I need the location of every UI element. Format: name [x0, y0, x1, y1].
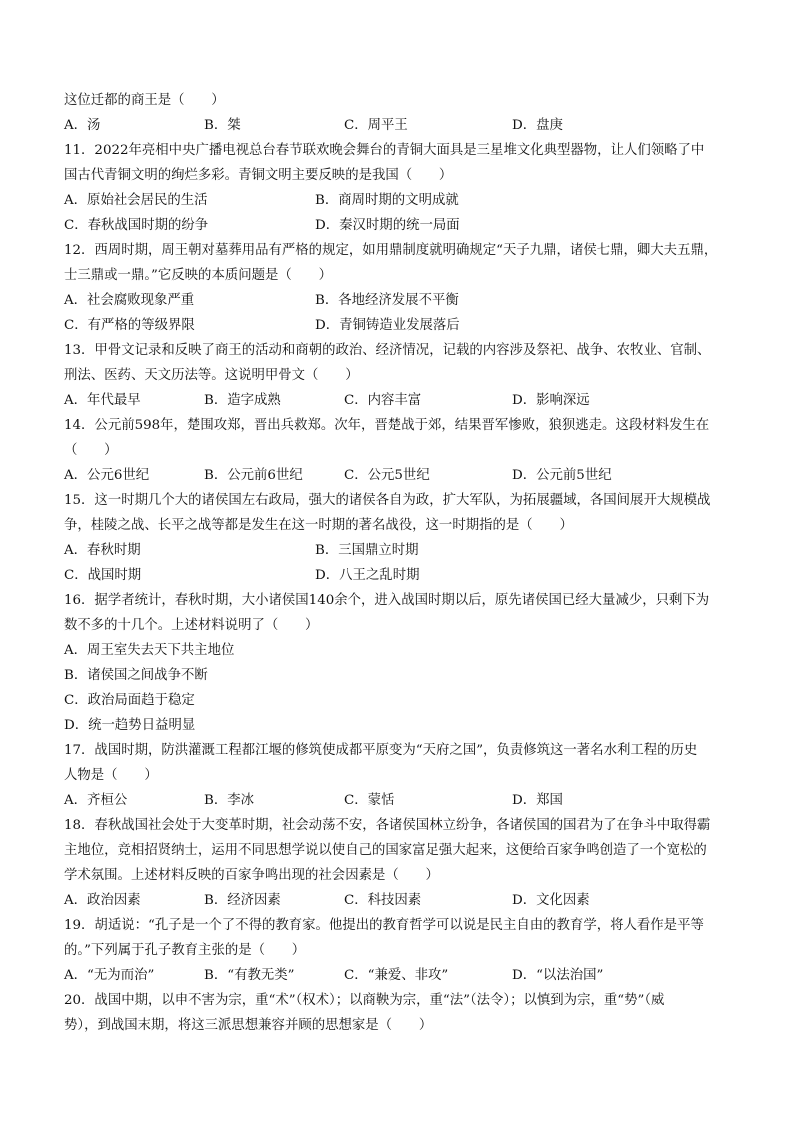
- question-options-row: [64, 463, 744, 488]
- question-10-stem-tail: 这位迁都的商王是（ ）: [64, 93, 225, 108]
- question-stem-line: 学术氛围。上述材料反映的百家争鸣出现的社会因素是（ ）: [64, 868, 439, 883]
- question-18: [64, 813, 744, 913]
- option-d[interactable]: D．影响深远: [512, 393, 590, 408]
- question-15: [64, 488, 744, 588]
- question-11: [64, 138, 744, 238]
- question-stem-line: 16．据学者统计，春秋时期，大小诸侯国140余个，进入战国时期以后，原先诸侯国已经大量减少，只剩下为: [64, 593, 710, 608]
- question-stem-line: 18．春秋战国社会处于大变革时期，社会动荡不安，各诸侯国林立纷争，各诸侯国的国君为了在争斗中取得霸: [64, 818, 711, 833]
- option-c[interactable]: C．公元5世纪: [344, 468, 430, 483]
- option-c[interactable]: C．蒙恬: [344, 793, 395, 808]
- question-options-row: [64, 788, 744, 813]
- question-stem-line: 数不多的十几个。上述材料说明了（ ）: [64, 618, 319, 633]
- option-a[interactable]: A．春秋时期: [64, 543, 141, 558]
- option-d[interactable]: D．青铜铸造业发展落后: [315, 318, 460, 333]
- question-12: [64, 238, 744, 338]
- question-stem-line: 刑法、医药、天文历法等。这说明甲骨文（ ）: [64, 368, 359, 383]
- question-options-row: [64, 388, 744, 413]
- question-stem-line: 争，桂陵之战、长平之战等都是发生在这一时期的著名战役，这一时期指的是（ ）: [64, 518, 573, 533]
- option-b[interactable]: B．诸侯国之间战争不断: [64, 668, 208, 683]
- question-stem-line: 势），到战国末期，将这三派思想兼容并顾的思想家是（ ）: [64, 1018, 433, 1033]
- option-b[interactable]: B．商周时期的文明成就: [315, 193, 459, 208]
- option-b[interactable]: B．各地经济发展不平衡: [315, 293, 459, 308]
- option-d[interactable]: D．文化因素: [512, 893, 590, 908]
- option-c[interactable]: C．“兼爱、非攻”: [344, 968, 449, 983]
- option-c[interactable]: C．政治局面趋于稳定: [64, 693, 195, 708]
- option-d[interactable]: D．“以法治国”: [512, 968, 604, 983]
- question-options-row: [64, 963, 744, 988]
- question-stem-line: 主地位，竞相招贤纳士，运用不同思想学说以使自己的国家富足强大起来，这便给百家争鸣创造了一个宽松的: [64, 843, 707, 858]
- option-c[interactable]: C．内容丰富: [344, 393, 422, 408]
- option-b[interactable]: B．三国鼎立时期: [315, 543, 419, 558]
- question-13: [64, 338, 744, 413]
- question-options-row: [64, 313, 744, 338]
- question-options-row: [64, 888, 744, 913]
- option-a[interactable]: A．齐桓公: [64, 793, 128, 808]
- question-stem-line: 人物是（ ）: [64, 768, 158, 783]
- option-a[interactable]: A．政治因素: [64, 893, 141, 908]
- question-stem-line: 15．这一时期几个大的诸侯国左右政局，强大的诸侯各自为政，扩大军队，为拓展疆域，各国间展开大规模战: [64, 493, 711, 508]
- option-d[interactable]: D．盘庚: [512, 118, 563, 133]
- option-d[interactable]: D．秦汉时期的统一局面: [315, 218, 460, 233]
- option-a[interactable]: A．年代最早: [64, 393, 141, 408]
- option-c[interactable]: C．有严格的等级界限: [64, 318, 195, 333]
- option-b[interactable]: B．“有教无类”: [204, 968, 295, 983]
- option-c[interactable]: C．春秋战国时期的纷争: [64, 218, 209, 233]
- question-stem-line: 19．胡适说：“孔子是一个了不得的教育家。他提出的教育哲学可以说是民主自由的教育学，将人看作是平等: [64, 918, 704, 933]
- question-options-row: [64, 538, 744, 563]
- option-c[interactable]: C．周平王: [344, 118, 408, 133]
- option-b[interactable]: B．造字成熟: [204, 393, 281, 408]
- question-19: [64, 913, 744, 988]
- option-a[interactable]: A．“无为而治”: [64, 968, 155, 983]
- option-a[interactable]: A．周王室失去天下共主地位: [64, 643, 235, 658]
- question-stem-line: 士三鼎或一鼎。”它反映的本质问题是（ ）: [64, 268, 332, 283]
- question-10-options: [64, 113, 744, 138]
- option-b[interactable]: B．经济因素: [204, 893, 281, 908]
- question-stem-line: （ ）: [64, 443, 118, 458]
- question-stem-line: 11．2022年亮相中央广播电视总台春节联欢晚会舞台的青铜大面具是三星堆文化典型器物，让人们领略了中: [64, 143, 705, 158]
- option-b[interactable]: B．桀: [204, 118, 241, 133]
- question-stem-line: 国古代青铜文明的绚烂多彩。青铜文明主要反映的是我国（ ）: [64, 168, 453, 183]
- question-stem-line: 12．西周时期，周王朝对墓葬用品有严格的规定，如用鼎制度就明确规定“天子九鼎，诸侯七鼎，卿大夫五鼎，: [64, 243, 718, 258]
- option-d[interactable]: D．八王之乱时期: [315, 568, 420, 583]
- option-d[interactable]: D．郑国: [512, 793, 563, 808]
- question-stem-line: 13．甲骨文记录和反映了商王的活动和商朝的政治、经济情况，记载的内容涉及祭祀、战争、农牧业、官制、: [64, 343, 711, 358]
- option-b[interactable]: B．李冰: [204, 793, 255, 808]
- question-stem-line: 17．战国时期，防洪灌溉工程都江堰的修筑使成都平原变为“天府之国”，负责修筑这一著名水利工程的历史: [64, 743, 698, 758]
- question-17: [64, 738, 744, 813]
- option-c[interactable]: C．科技因素: [344, 893, 422, 908]
- option-a[interactable]: A．社会腐败现象严重: [64, 293, 195, 308]
- question-20: [64, 988, 744, 1038]
- option-a[interactable]: A．原始社会居民的生活: [64, 193, 208, 208]
- question-options-row: [64, 288, 744, 313]
- question-16: [64, 588, 744, 738]
- question-stem-line: 20．战国中期，以申不害为宗，重“术”（权术）；以商鞅为宗，重“法”（法令）；以慎到为宗，重“势”（威: [64, 993, 665, 1008]
- option-a[interactable]: A．汤: [64, 118, 101, 133]
- option-d[interactable]: D．公元前5世纪: [512, 468, 612, 483]
- question-options-row: [64, 188, 744, 213]
- option-d[interactable]: D．统一趋势日益明显: [64, 718, 196, 733]
- option-a[interactable]: A．公元6世纪: [64, 468, 150, 483]
- option-c[interactable]: C．战国时期: [64, 568, 142, 583]
- question-stem-line: 的。”下列属于孔子教育主张的是（ ）: [64, 943, 306, 958]
- question-14: [64, 413, 744, 488]
- question-options-row: [64, 563, 744, 588]
- option-b[interactable]: B．公元前6世纪: [204, 468, 303, 483]
- exam-page: [64, 88, 744, 1038]
- question-options-row: [64, 213, 744, 238]
- question-stem-line: 14．公元前598年，楚围攻郑，晋出兵救郑。次年，晋楚战于郊，结果晋军惨败，狼狈逃走。这段材料发生在: [64, 418, 710, 433]
